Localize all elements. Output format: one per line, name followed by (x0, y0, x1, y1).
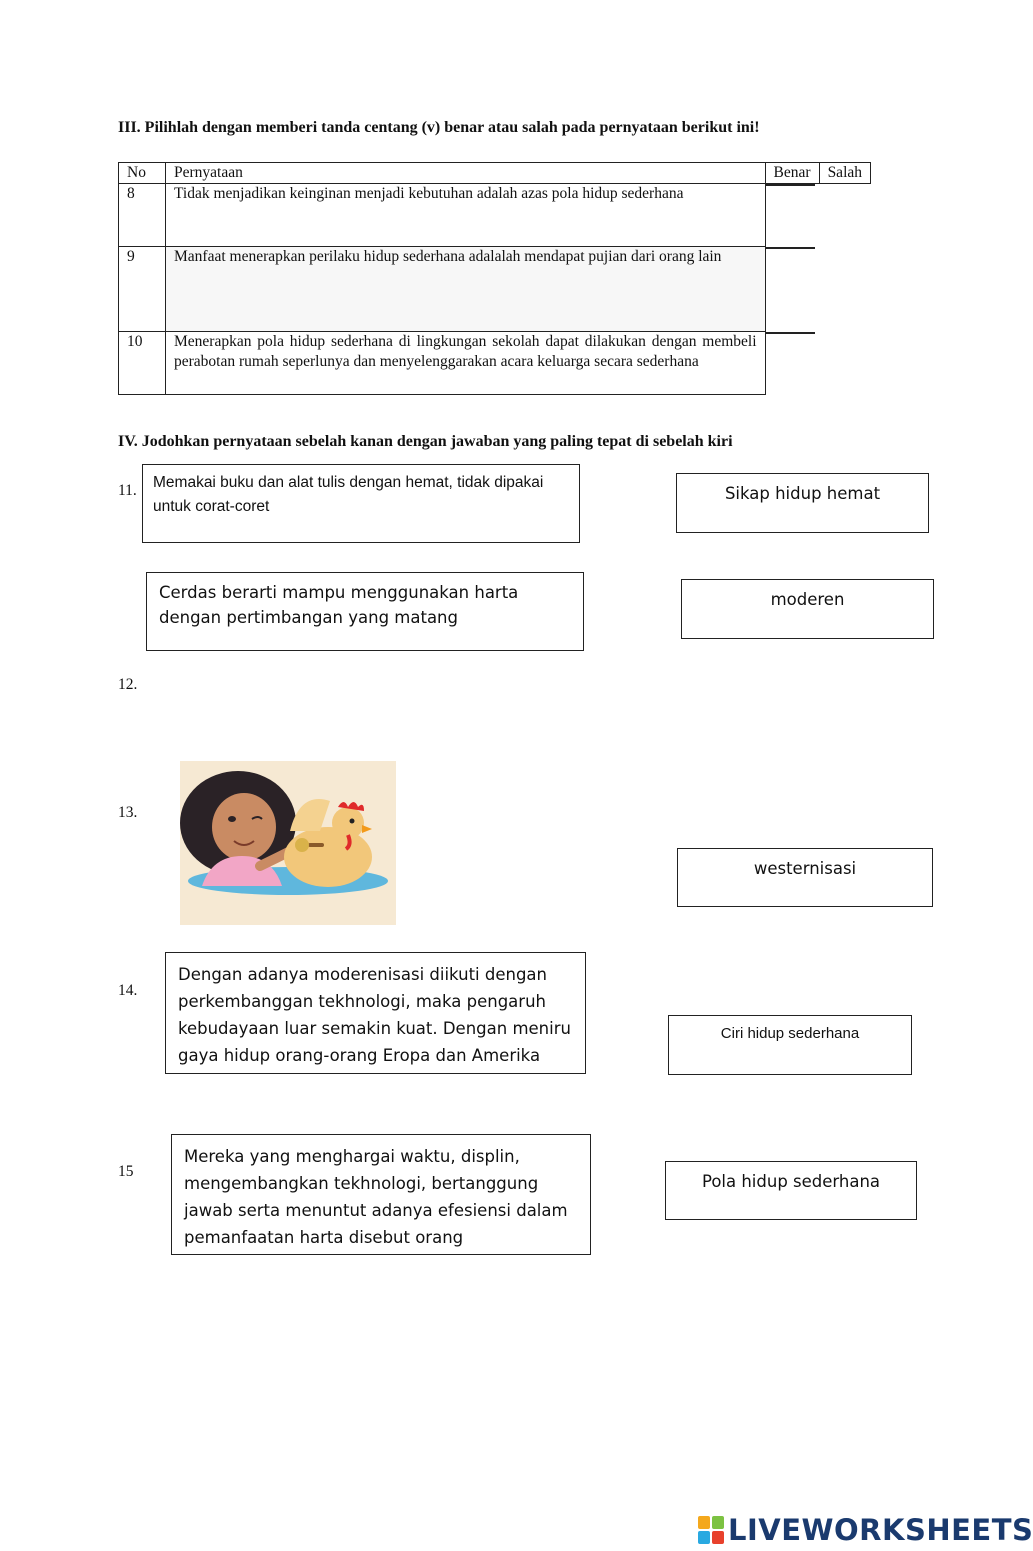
answer-box[interactable]: Pola hidup sederhana (665, 1161, 917, 1220)
table-row (119, 247, 871, 332)
girl-piggy-bank-illustration[interactable] (180, 761, 396, 925)
question-box-15[interactable]: Mereka yang menghargai waktu, displin, mengembangkan tekhnologi, bertanggung jawab serta menuntut adanya efesiensi dalam pemanfaatan harta disebut orang (171, 1134, 591, 1255)
table-header-row (119, 163, 871, 184)
question-number-11: 11. (118, 482, 137, 499)
false-checkbox-cell[interactable] (766, 332, 815, 334)
true-false-table (118, 162, 871, 395)
row-number: 10 (119, 332, 166, 395)
logo-block (698, 1531, 710, 1544)
header-statement: Pernyataan (166, 163, 766, 184)
false-checkbox-cell[interactable] (766, 184, 815, 186)
section-4-title: IV. Jodohkan pernyataan sebelah kanan dengan jawaban yang paling tepat di sebelah kiri (118, 433, 733, 450)
row-statement: Tidak menjadikan keinginan menjadi kebutuhan adalah azas pola hidup sederhana (166, 184, 766, 247)
table-row (119, 332, 871, 395)
liveworksheets-logo (698, 1513, 1033, 1547)
section-3-title: III. Pilihlah dengan memberi tanda centang (v) benar atau salah pada pernyataan berikut ini! (118, 119, 760, 136)
false-checkbox-cell[interactable] (766, 247, 815, 249)
logo-block (712, 1516, 724, 1529)
row-number: 9 (119, 247, 166, 332)
answer-box[interactable]: Ciri hidup sederhana (668, 1015, 912, 1075)
question-box-12[interactable]: Cerdas berarti mampu menggunakan harta dengan pertimbangan yang matang (146, 572, 584, 651)
question-box-11[interactable]: Memakai buku dan alat tulis dengan hemat, tidak dipakai untuk corat-coret (142, 464, 580, 543)
header-false: Salah (819, 163, 870, 184)
header-no: No (119, 163, 166, 184)
question-box-14[interactable]: Dengan adanya moderenisasi diikuti dengan perkembanggan tekhnologi, maka pengaruh kebudayaan luar semakin kuat. Dengan meniru gaya hidup orang-orang Eropa dan Amerika (165, 952, 586, 1074)
logo-block (712, 1531, 724, 1544)
question-number-15: 15 (118, 1163, 134, 1180)
row-statement: Manfaat menerapkan perilaku hidup sederhana adalalah mendapat pujian dari orang lain (166, 247, 766, 332)
table-row (119, 184, 871, 247)
question-number-14: 14. (118, 982, 138, 999)
logo-block (698, 1516, 710, 1529)
row-number: 8 (119, 184, 166, 247)
logo-blocks-icon (698, 1516, 724, 1544)
illustration-svg (180, 761, 396, 925)
question-number-12: 12. (118, 676, 138, 693)
question-number-13: 13. (118, 804, 138, 821)
logo-text: LIVEWORKSHEETS (728, 1513, 1033, 1547)
header-true: Benar (765, 163, 819, 184)
answer-box[interactable]: moderen (681, 579, 934, 639)
answer-box[interactable]: westernisasi (677, 848, 933, 907)
answer-box[interactable]: Sikap hidup hemat (676, 473, 929, 533)
row-statement: Menerapkan pola hidup sederhana di lingkungan sekolah dapat dilakukan dengan membeli perabotan rumah seperlunya dan menyelenggarakan acara keluarga secara sederhana (166, 332, 766, 395)
